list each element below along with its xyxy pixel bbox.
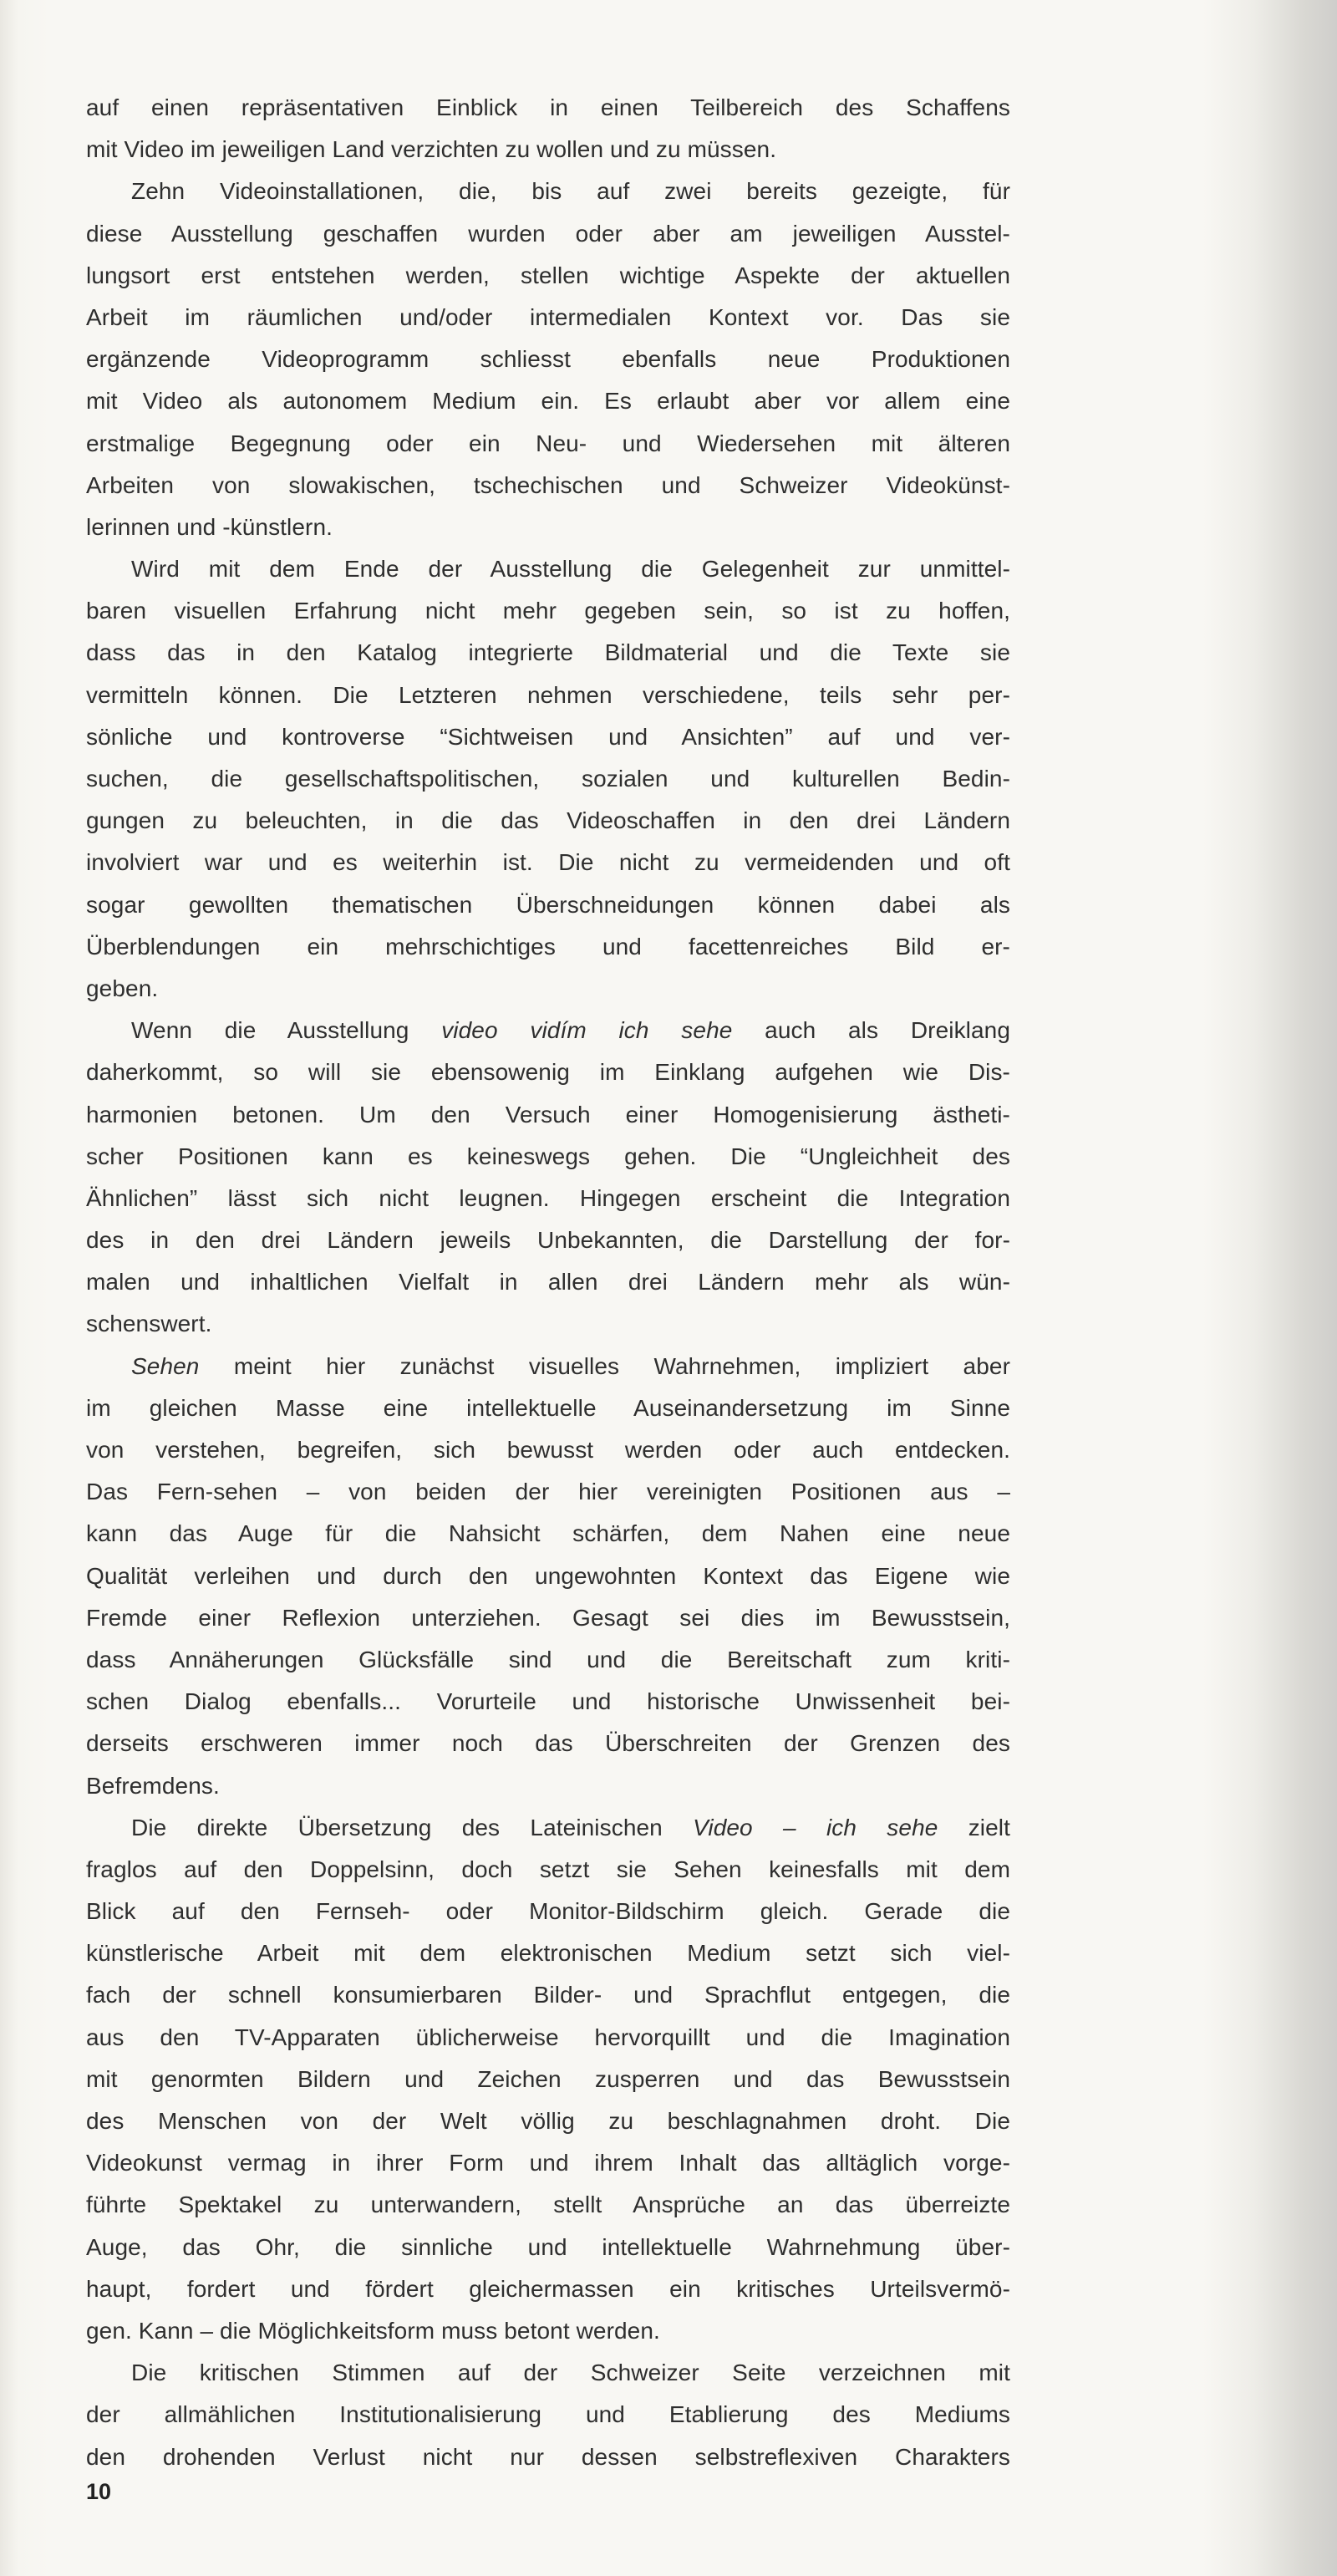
page-number: 10: [86, 2479, 112, 2504]
text-line: [86, 1932, 1010, 1974]
text-line: [86, 968, 1010, 1010]
text-span: vermitteln können. Die Letzteren nehmen verschiedene, teils sehr per-: [86, 681, 1010, 708]
text-span: auf einen repräsentativen Einblick in einen Teilbereich des Schaffens: [86, 94, 1010, 120]
text-span: gen. Kann – die Möglichkeitsform muss betont werden.: [86, 2317, 660, 2344]
text-span: dass Annäherungen Glücksfälle sind und die Bereitschaft zum kriti-: [86, 1646, 1010, 1672]
text-span: Videokunst vermag in ihrer Form und ihrem Inhalt das alltäglich vorge-: [86, 2150, 1010, 2176]
text-line: [86, 2227, 1010, 2268]
text-line: [86, 1639, 1010, 1681]
text-span: schen Dialog ebenfalls... Vorurteile und historische Unwissenheit bei-: [86, 1688, 1010, 1715]
text-line: [86, 1094, 1010, 1136]
text-line: [86, 926, 1010, 968]
text-span: involviert war und es weiterhin ist. Die nicht zu vermeidenden und oft: [86, 849, 1010, 876]
text-span: gungen zu beleuchten, in die das Videoschaffen in den drei Ländern: [86, 807, 1010, 834]
text-line: [86, 297, 1010, 339]
text-span: Arbeiten von slowakischen, tschechischen und Schweizer Videokünst-: [86, 471, 1010, 498]
text-span: fraglos auf den Doppelsinn, doch setzt sie Sehen keinesfalls mit dem: [86, 1856, 1010, 1882]
text-span: dass das in den Katalog integrierte Bildmaterial und die Texte sie: [86, 639, 1010, 666]
text-line: [86, 1974, 1010, 2016]
text-line: [86, 1849, 1010, 1891]
text-line: [86, 2268, 1010, 2310]
text-line: [86, 1597, 1010, 1639]
text-line: [86, 87, 1010, 129]
text-span: des in den drei Ländern jeweils Unbekannten, die Darstellung der for-: [86, 1227, 1010, 1254]
text-line: [86, 1681, 1010, 1723]
text-line: [86, 213, 1010, 255]
text-span: Ähnlichen” lässt sich nicht leugnen. Hingegen erscheint die Integration: [86, 1184, 1010, 1211]
text-span: künstlerische Arbeit mit dem elektronischen Medium setzt sich viel-: [86, 1940, 1010, 1967]
text-span: zielt: [938, 1814, 1010, 1840]
text-line: [86, 1555, 1010, 1597]
text-span: Befremdens.: [86, 1772, 220, 1799]
italic-text: Video – ich sehe: [693, 1814, 938, 1840]
text-span: meint hier zunächst visuelles Wahrnehmen, impliziert aber: [199, 1352, 1010, 1379]
text-span: suchen, die gesellschaftspolitischen, sozialen und kulturellen Bedin-: [86, 766, 1010, 792]
text-line: [86, 1010, 1010, 1051]
text-line: [86, 1429, 1010, 1471]
text-line: [86, 842, 1010, 883]
text-span: im gleichen Masse eine intellektuelle Auseinandersetzung im Sinne: [86, 1394, 1010, 1421]
text-line: [86, 1387, 1010, 1429]
text-line: [86, 1219, 1010, 1261]
text-line: [86, 2436, 1010, 2478]
text-line: [86, 2059, 1010, 2100]
text-span: Fremde einer Reflexion unterziehen. Gesagt sei dies im Bewusstsein,: [86, 1604, 1010, 1631]
text-line: [86, 1261, 1010, 1303]
text-line: [86, 1807, 1010, 1849]
text-line: [86, 1723, 1010, 1764]
text-line: [86, 800, 1010, 842]
text-span: mit Video im jeweiligen Land verzichten zu wollen und zu müssen.: [86, 136, 777, 163]
text-span: aus den TV-Apparaten üblicherweise hervorquillt und die Imagination: [86, 2024, 1010, 2050]
text-span: den drohenden Verlust nicht nur dessen selbstreflexiven Charakters: [86, 2443, 1010, 2470]
text-line: [86, 1178, 1010, 1219]
text-line: [86, 507, 1010, 548]
text-span: führte Spektakel zu unterwandern, stellt Ansprüche an das überreizte: [86, 2192, 1010, 2218]
text-span: Das Fern-sehen – von beiden der hier vereinigten Positionen aus –: [86, 1479, 1010, 1505]
text-span: sogar gewollten thematischen Überschneidungen können dabei als: [86, 891, 1010, 918]
text-span: Arbeit im räumlichen und/oder intermedialen Kontext vor. Das sie: [86, 303, 1010, 330]
text-line: [86, 1765, 1010, 1807]
text-line: [86, 884, 1010, 926]
text-span: lungsort erst entstehen werden, stellen wichtige Aspekte der aktuellen: [86, 262, 1010, 288]
text-span: sönliche und kontroverse “Sichtweisen und Ansichten” auf und ver-: [86, 723, 1010, 750]
text-line: [86, 675, 1010, 716]
text-span: Qualität verleihen und durch den ungewohnten Kontext das Eigene wie: [86, 1562, 1010, 1589]
text-line: [86, 380, 1010, 422]
text-line: [86, 171, 1010, 212]
text-line: [86, 1513, 1010, 1555]
text-line: [86, 1136, 1010, 1178]
text-span: von verstehen, begreifen, sich bewusst werden oder auch entdecken.: [86, 1437, 1010, 1463]
text-line: [86, 2100, 1010, 2142]
text-span: Die kritischen Stimmen auf der Schweizer Seite verzeichnen mit: [131, 2360, 1010, 2386]
text-line: [86, 2310, 1010, 2352]
text-line: [86, 548, 1010, 590]
text-span: mit genormten Bildern und Zeichen zusperren und das Bewusstsein: [86, 2065, 1010, 2092]
text-line: [86, 1346, 1010, 1387]
text-line: [86, 1891, 1010, 1932]
text-line: [86, 1303, 1010, 1345]
text-span: ergänzende Videoprogramm schliesst ebenfalls neue Produktionen: [86, 346, 1010, 373]
text-line: [86, 423, 1010, 465]
text-span: der allmählichen Institutionalisierung und Etablierung des Mediums: [86, 2401, 1010, 2428]
text-span: diese Ausstellung geschaffen wurden oder aber am jeweiligen Ausstel-: [86, 220, 1010, 247]
text-line: [86, 129, 1010, 171]
body-text: [86, 87, 1010, 2478]
text-span: daherkommt, so will sie ebensowenig im Einklang aufgehen wie Dis-: [86, 1059, 1010, 1086]
text-span: derseits erschweren immer noch das Überschreiten der Grenzen des: [86, 1730, 1010, 1757]
text-span: des Menschen von der Welt völlig zu beschlagnahmen droht. Die: [86, 2108, 1010, 2134]
text-span: mit Video als autonomem Medium ein. Es erlaubt aber vor allem eine: [86, 388, 1010, 415]
text-line: [86, 2394, 1010, 2436]
text-span: Überblendungen ein mehrschichtiges und facettenreiches Bild er-: [86, 933, 1010, 960]
text-span: fach der schnell konsumierbaren Bilder- und Sprachflut entgegen, die: [86, 1982, 1010, 2008]
text-span: erstmalige Begegnung oder ein Neu- und Wiedersehen mit älteren: [86, 430, 1010, 456]
text-line: [86, 2184, 1010, 2226]
text-span: auch als Dreiklang: [732, 1017, 1010, 1044]
text-span: baren visuellen Erfahrung nicht mehr gegeben sein, so ist zu hoffen,: [86, 598, 1010, 624]
text-span: haupt, fordert und fördert gleichermassen ein kritisches Urteilsvermö-: [86, 2275, 1010, 2302]
text-span: kann das Auge für die Nahsicht schärfen, dem Nahen eine neue: [86, 1520, 1010, 1547]
italic-text: video vidím ich sehe: [441, 1017, 733, 1044]
text-line: [86, 716, 1010, 758]
text-line: [86, 590, 1010, 632]
text-line: [86, 465, 1010, 507]
text-line: [86, 255, 1010, 297]
text-span: Zehn Videoinstallationen, die, bis auf zwei bereits gezeigte, für: [131, 178, 1010, 205]
text-span: Auge, das Ohr, die sinnliche und intellektuelle Wahrnehmung über-: [86, 2233, 1010, 2260]
text-span: scher Positionen kann es keineswegs gehen. Die “Ungleichheit des: [86, 1143, 1010, 1169]
text-line: [86, 339, 1010, 380]
text-span: Blick auf den Fernseh- oder Monitor-Bildschirm gleich. Gerade die: [86, 1898, 1010, 1925]
text-line: [86, 2142, 1010, 2184]
italic-text: Sehen: [131, 1352, 200, 1379]
text-span: Die direkte Übersetzung des Lateinischen: [131, 1814, 694, 1840]
text-span: lerinnen und -künstlern.: [86, 513, 333, 540]
text-line: [86, 758, 1010, 800]
text-span: harmonien betonen. Um den Versuch einer Homogenisierung ästheti-: [86, 1101, 1010, 1128]
text-line: [86, 2352, 1010, 2394]
text-line: [86, 2017, 1010, 2059]
text-line: [86, 632, 1010, 674]
text-span: geben.: [86, 975, 159, 1001]
text-line: [86, 1471, 1010, 1513]
text-span: Wird mit dem Ende der Ausstellung die Gelegenheit zur unmittel-: [131, 556, 1010, 583]
text-span: malen und inhaltlichen Vielfalt in allen drei Ländern mehr als wün-: [86, 1269, 1010, 1296]
text-line: [86, 1051, 1010, 1093]
text-span: schenswert.: [86, 1311, 212, 1337]
text-span: Wenn die Ausstellung: [131, 1017, 442, 1044]
